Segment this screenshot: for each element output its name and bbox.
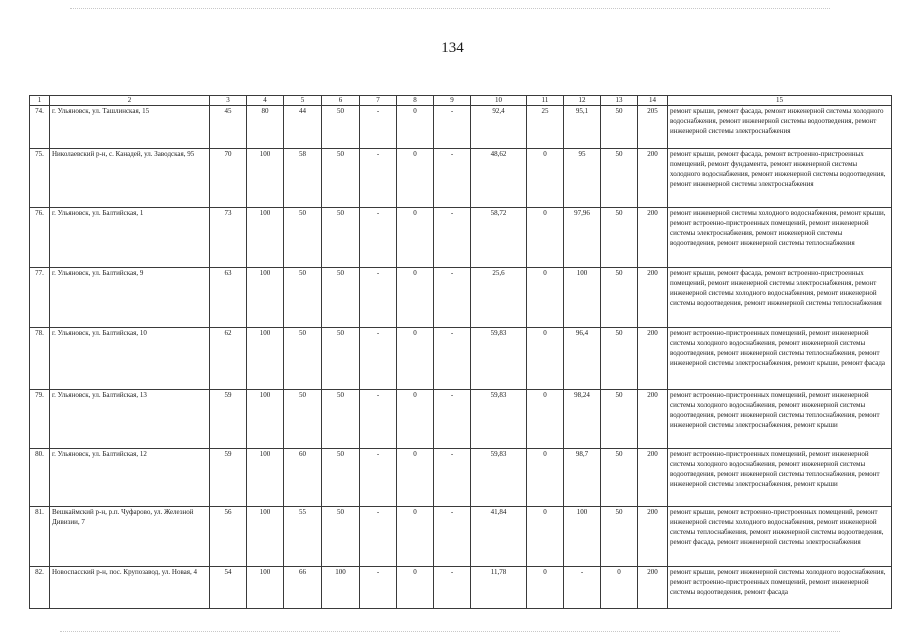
column-header: 10 xyxy=(471,96,527,106)
value-cell-c6: 50 xyxy=(322,208,360,268)
value-cell-c5: 66 xyxy=(284,567,322,609)
works-cell: ремонт встроенно-пристроенных помещений, ремонт инженерной системы холодного водоснабжения, ремонт инженерной системы водоотведения, ремонт инженерной системы теплоснабжения, ремонт инженерной системы электроснабжения, ремонт крыши, ремонт фасада xyxy=(668,328,892,390)
value-cell-c8: 0 xyxy=(397,268,434,328)
value-cell-c4: 100 xyxy=(247,449,284,507)
value-cell-c13: 50 xyxy=(601,106,638,149)
table-row xyxy=(30,208,892,268)
table-row xyxy=(30,390,892,449)
value-cell-c5: 50 xyxy=(284,208,322,268)
table-row xyxy=(30,106,892,149)
value-cell-c4: 100 xyxy=(247,507,284,567)
row-number: 82. xyxy=(30,567,50,609)
value-cell-c5: 50 xyxy=(284,390,322,449)
column-header: 14 xyxy=(638,96,668,106)
table-row xyxy=(30,149,892,208)
column-header: 4 xyxy=(247,96,284,106)
value-cell-c4: 100 xyxy=(247,268,284,328)
value-cell-c9: - xyxy=(434,507,471,567)
value-cell-c6: 50 xyxy=(322,449,360,507)
value-cell-c3: 56 xyxy=(210,507,247,567)
address-cell: Николаевский р-н, с. Канадей, ул. Заводская, 95 xyxy=(50,149,210,208)
value-cell-c12: 95 xyxy=(564,149,601,208)
column-header: 7 xyxy=(360,96,397,106)
value-cell-c11: 25 xyxy=(527,106,564,149)
value-cell-c11: 0 xyxy=(527,268,564,328)
value-cell-c8: 0 xyxy=(397,449,434,507)
value-cell-c10: 58,72 xyxy=(471,208,527,268)
value-cell-c14: 200 xyxy=(638,208,668,268)
value-cell-c8: 0 xyxy=(397,208,434,268)
column-header: 6 xyxy=(322,96,360,106)
value-cell-c8: 0 xyxy=(397,106,434,149)
value-cell-c11: 0 xyxy=(527,507,564,567)
value-cell-c12: 96,4 xyxy=(564,328,601,390)
value-cell-c10: 59,83 xyxy=(471,390,527,449)
value-cell-c10: 59,83 xyxy=(471,328,527,390)
value-cell-c9: - xyxy=(434,149,471,208)
value-cell-c4: 100 xyxy=(247,567,284,609)
table-row xyxy=(30,567,892,609)
value-cell-c10: 25,6 xyxy=(471,268,527,328)
column-header: 13 xyxy=(601,96,638,106)
works-cell: ремонт встроенно-пристроенных помещений, ремонт инженерной системы холодного водоснабжения, ремонт инженерной системы водоотведения, ремонт инженерной системы теплоснабжения, ремонт инженерной системы электроснабжения, ремонт крыши xyxy=(668,449,892,507)
table-row xyxy=(30,449,892,507)
column-header: 3 xyxy=(210,96,247,106)
value-cell-c7: - xyxy=(360,106,397,149)
value-cell-c13: 0 xyxy=(601,567,638,609)
value-cell-c4: 100 xyxy=(247,390,284,449)
value-cell-c4: 80 xyxy=(247,106,284,149)
value-cell-c7: - xyxy=(360,567,397,609)
works-cell: ремонт крыши, ремонт встроенно-пристроенных помещений, ремонт инженерной системы холодного водоснабжения, ремонт инженерной системы теплоснабжения, ремонт инженерной системы водоотведения, ремонт фасада, ремонт инженерной системы электроснабжения xyxy=(668,507,892,567)
value-cell-c14: 200 xyxy=(638,328,668,390)
row-number: 78. xyxy=(30,328,50,390)
value-cell-c9: - xyxy=(434,268,471,328)
value-cell-c14: 200 xyxy=(638,268,668,328)
address-cell: г. Ульяновск, ул. Балтийская, 13 xyxy=(50,390,210,449)
column-header: 1 xyxy=(30,96,50,106)
column-header: 11 xyxy=(527,96,564,106)
value-cell-c7: - xyxy=(360,390,397,449)
value-cell-c9: - xyxy=(434,106,471,149)
table-row xyxy=(30,268,892,328)
value-cell-c4: 100 xyxy=(247,328,284,390)
column-header: 15 xyxy=(668,96,892,106)
value-cell-c9: - xyxy=(434,390,471,449)
value-cell-c10: 59,83 xyxy=(471,449,527,507)
value-cell-c5: 60 xyxy=(284,449,322,507)
value-cell-c11: 0 xyxy=(527,567,564,609)
works-cell: ремонт крыши, ремонт инженерной системы холодного водоснабжения, ремонт встроенно-пристроенных помещений, ремонт инженерной системы водоотведения, ремонт фасада xyxy=(668,567,892,609)
address-cell: г. Ульяновск, ул. Балтийская, 1 xyxy=(50,208,210,268)
value-cell-c4: 100 xyxy=(247,149,284,208)
value-cell-c11: 0 xyxy=(527,149,564,208)
table-row xyxy=(30,507,892,567)
value-cell-c5: 50 xyxy=(284,268,322,328)
value-cell-c7: - xyxy=(360,328,397,390)
address-cell: г. Ульяновск, ул. Балтийская, 9 xyxy=(50,268,210,328)
value-cell-c9: - xyxy=(434,449,471,507)
value-cell-c12: 98,24 xyxy=(564,390,601,449)
value-cell-c13: 50 xyxy=(601,149,638,208)
value-cell-c3: 70 xyxy=(210,149,247,208)
value-cell-c14: 200 xyxy=(638,449,668,507)
column-header: 5 xyxy=(284,96,322,106)
address-cell: г. Ульяновск, ул. Балтийская, 10 xyxy=(50,328,210,390)
row-number: 76. xyxy=(30,208,50,268)
value-cell-c11: 0 xyxy=(527,328,564,390)
value-cell-c11: 0 xyxy=(527,449,564,507)
value-cell-c14: 200 xyxy=(638,390,668,449)
value-cell-c5: 55 xyxy=(284,507,322,567)
address-cell: г. Ульяновск, ул. Балтийская, 12 xyxy=(50,449,210,507)
value-cell-c5: 58 xyxy=(284,149,322,208)
value-cell-c10: 11,78 xyxy=(471,567,527,609)
page-number: 134 xyxy=(441,40,464,56)
value-cell-c6: 50 xyxy=(322,390,360,449)
value-cell-c13: 50 xyxy=(601,328,638,390)
value-cell-c6: 50 xyxy=(322,328,360,390)
works-cell: ремонт инженерной системы холодного водоснабжения, ремонт крыши, ремонт встроенно-пристроенных помещений, ремонт инженерной системы электроснабжения, ремонт инженерной системы водоотведения, ремонт инженерной системы теплоснабжения xyxy=(668,208,892,268)
value-cell-c6: 50 xyxy=(322,106,360,149)
scan-artifact-top xyxy=(70,8,830,9)
value-cell-c4: 100 xyxy=(247,208,284,268)
value-cell-c9: - xyxy=(434,328,471,390)
value-cell-c7: - xyxy=(360,268,397,328)
value-cell-c8: 0 xyxy=(397,390,434,449)
value-cell-c11: 0 xyxy=(527,390,564,449)
value-cell-c3: 59 xyxy=(210,449,247,507)
value-cell-c13: 50 xyxy=(601,208,638,268)
value-cell-c12: 97,96 xyxy=(564,208,601,268)
value-cell-c13: 50 xyxy=(601,390,638,449)
column-header: 9 xyxy=(434,96,471,106)
value-cell-c3: 73 xyxy=(210,208,247,268)
column-number-row xyxy=(30,96,892,106)
row-number: 77. xyxy=(30,268,50,328)
value-cell-c7: - xyxy=(360,149,397,208)
value-cell-c9: - xyxy=(434,208,471,268)
value-cell-c12: 98,7 xyxy=(564,449,601,507)
value-cell-c12: - xyxy=(564,567,601,609)
works-cell: ремонт крыши, ремонт фасада, ремонт встроенно-пристроенных помещений, ремонт инженерной системы электроснабжения, ремонт инженерной системы холодного водоснабжения, ремонт инженерной системы водоотведения, ремонт инженерной системы теплоснабжения xyxy=(668,268,892,328)
value-cell-c7: - xyxy=(360,208,397,268)
row-number: 80. xyxy=(30,449,50,507)
value-cell-c5: 44 xyxy=(284,106,322,149)
value-cell-c6: 50 xyxy=(322,149,360,208)
column-header: 2 xyxy=(50,96,210,106)
value-cell-c7: - xyxy=(360,507,397,567)
scan-artifact-bottom xyxy=(60,631,840,632)
address-cell: Новоспасский р-н, пос. Крупозавод, ул. Новая, 4 xyxy=(50,567,210,609)
value-cell-c8: 0 xyxy=(397,507,434,567)
row-number: 74. xyxy=(30,106,50,149)
value-cell-c12: 100 xyxy=(564,268,601,328)
value-cell-c9: - xyxy=(434,567,471,609)
value-cell-c10: 48,62 xyxy=(471,149,527,208)
column-header: 12 xyxy=(564,96,601,106)
value-cell-c7: - xyxy=(360,449,397,507)
value-cell-c13: 50 xyxy=(601,507,638,567)
value-cell-c6: 50 xyxy=(322,268,360,328)
value-cell-c12: 95,1 xyxy=(564,106,601,149)
value-cell-c13: 50 xyxy=(601,449,638,507)
value-cell-c14: 205 xyxy=(638,106,668,149)
value-cell-c11: 0 xyxy=(527,208,564,268)
value-cell-c10: 92,4 xyxy=(471,106,527,149)
value-cell-c6: 100 xyxy=(322,567,360,609)
value-cell-c14: 200 xyxy=(638,149,668,208)
address-cell: г. Ульяновск, ул. Ташлинская, 15 xyxy=(50,106,210,149)
value-cell-c3: 63 xyxy=(210,268,247,328)
value-cell-c3: 62 xyxy=(210,328,247,390)
address-cell: Вешкаймский р-н, р.п. Чуфарово, ул. Железной Дивизии, 7 xyxy=(50,507,210,567)
value-cell-c6: 50 xyxy=(322,507,360,567)
value-cell-c12: 100 xyxy=(564,507,601,567)
register-table xyxy=(29,95,892,609)
row-number: 81. xyxy=(30,507,50,567)
value-cell-c3: 54 xyxy=(210,567,247,609)
works-cell: ремонт крыши, ремонт фасада, ремонт инженерной системы холодного водоснабжения, ремонт инженерной системы водоотведения, ремонт инженерной системы электроснабжения xyxy=(668,106,892,149)
value-cell-c5: 50 xyxy=(284,328,322,390)
works-cell: ремонт встроенно-пристроенных помещений, ремонт инженерной системы холодного водоснабжения, ремонт инженерной системы водоотведения, ремонт инженерной системы теплоснабжения, ремонт инженерной системы электроснабжения, ремонт крыши xyxy=(668,390,892,449)
value-cell-c8: 0 xyxy=(397,328,434,390)
value-cell-c14: 200 xyxy=(638,567,668,609)
value-cell-c8: 0 xyxy=(397,149,434,208)
row-number: 75. xyxy=(30,149,50,208)
value-cell-c14: 200 xyxy=(638,507,668,567)
row-number: 79. xyxy=(30,390,50,449)
table-row xyxy=(30,328,892,390)
value-cell-c13: 50 xyxy=(601,268,638,328)
value-cell-c8: 0 xyxy=(397,567,434,609)
value-cell-c10: 41,84 xyxy=(471,507,527,567)
value-cell-c3: 59 xyxy=(210,390,247,449)
value-cell-c3: 45 xyxy=(210,106,247,149)
works-cell: ремонт крыши, ремонт фасада, ремонт встроенно-пристроенных помещений, ремонт фундамента, ремонт инженерной системы холодного водоснабжения, ремонт инженерной системы водоотведения, ремонт инженерной системы электроснабжения xyxy=(668,149,892,208)
column-header: 8 xyxy=(397,96,434,106)
